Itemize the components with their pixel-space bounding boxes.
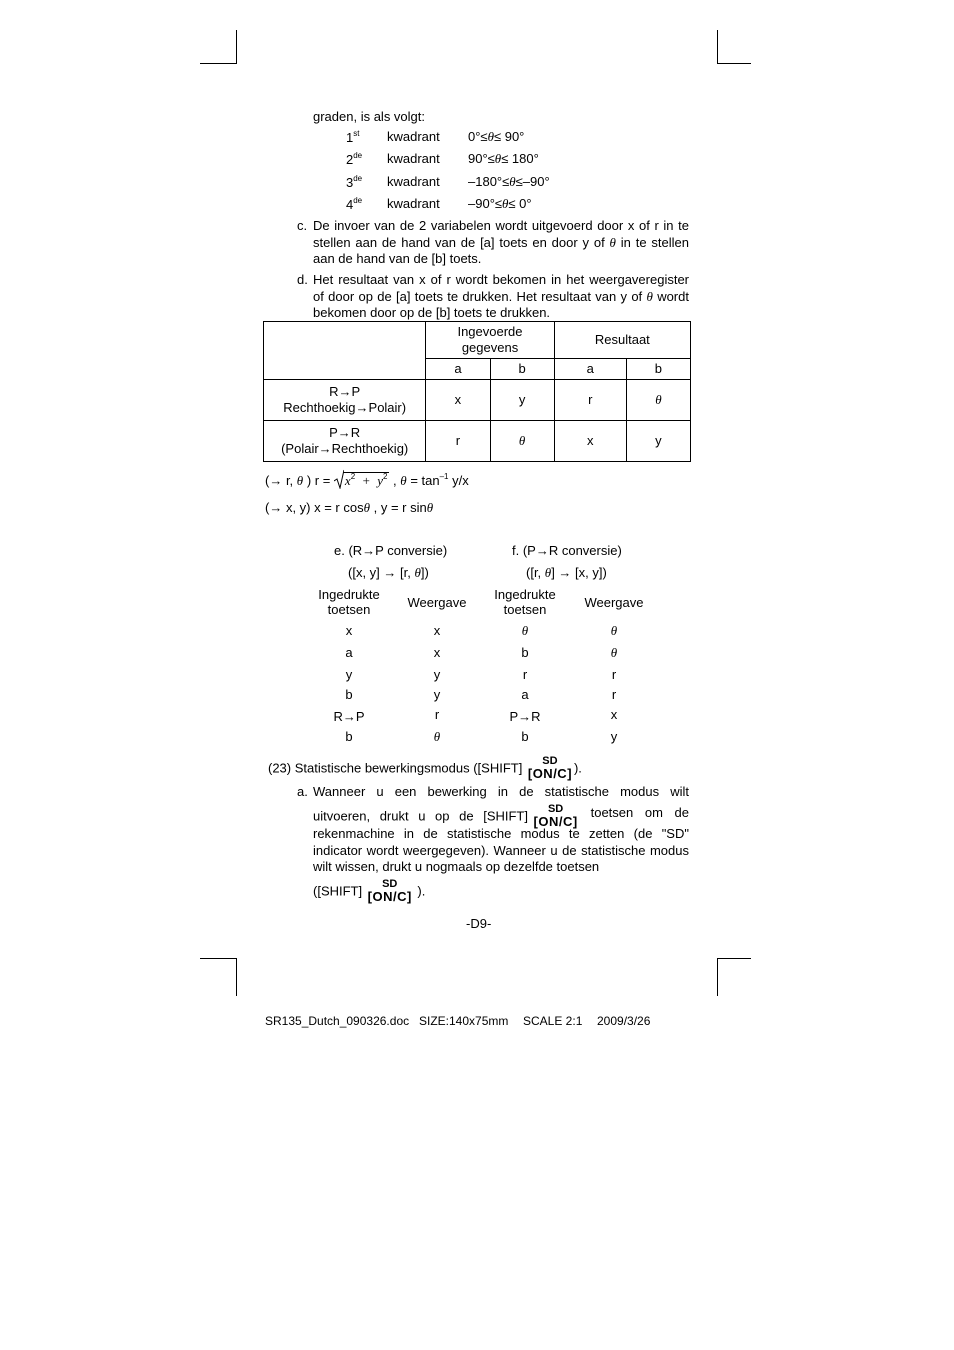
quadrant-row (346, 174, 646, 194)
conv-cell: θ (433, 729, 441, 744)
conv-cell: r (611, 667, 617, 682)
quadrant-number: 4 (346, 197, 354, 212)
conv-header: Weergave (407, 595, 467, 610)
range-start: –90°≤ (468, 196, 503, 211)
sd-onc-key: SD [ON/C] (367, 878, 412, 904)
crop-mark (200, 958, 236, 959)
table-cell: θ (626, 380, 690, 421)
conv-cell: R→P (333, 709, 365, 724)
theta-symbol: θ (509, 174, 516, 189)
sd-onc-key: SD [ON/C] (533, 803, 578, 829)
conv-cell: b (521, 729, 529, 744)
theta-symbol: θ (502, 196, 509, 211)
quadrant-number: 3 (346, 175, 354, 190)
crop-mark (717, 958, 718, 996)
conv-cell: a (521, 687, 529, 702)
subheader-cell: b (626, 359, 690, 380)
item-d-text: Het resultaat van x of r wordt bekomen in het weergaveregister of door op de [a] toets te drukken. Het resultaat van y of θ wordt bekomen door op de [b] toets te drukken. (313, 272, 689, 320)
section-23-heading: (23) Statistische bewerkingsmodus ([SHIFT] SD [ON/C] ). (268, 755, 582, 781)
theta-symbol: θ (544, 565, 552, 580)
theta-symbol: θ (494, 151, 502, 166)
theta-symbol: θ (426, 500, 434, 515)
crop-mark (200, 63, 236, 64)
quadrant-row (346, 196, 646, 216)
crop-mark (236, 30, 237, 64)
conv-cell: y (345, 667, 353, 682)
quadrant-suffix: st (353, 129, 360, 138)
conv-cell: b (345, 687, 353, 702)
table-cell: x (554, 421, 626, 462)
theta-symbol: θ (487, 129, 494, 144)
intro-text: graden, is als volgt: (313, 109, 426, 124)
range-end: ≤ 90° (493, 129, 525, 144)
item-c-text: De invoer van de 2 variabelen wordt uitgevoerd door x of r in te stellen aan de hand van de [a] toets en door y of θ in te stellen aan de hand van de [b] toets. (313, 218, 689, 266)
table-cell: θ (490, 421, 554, 462)
conv-e-title: e. (R→P conversie) (334, 543, 448, 558)
quadrant-number: 2 (346, 152, 354, 167)
conv-f-sub: ([r, θ] → [x, y]) (526, 565, 607, 580)
conv-cell: r (434, 707, 440, 722)
quadrant-number: 1 (346, 130, 354, 145)
conv-cell: r (522, 667, 528, 682)
crop-mark (717, 30, 718, 64)
footer-date: 2009/3/26 (597, 1014, 651, 1028)
crop-mark (717, 63, 751, 64)
footer-size: SIZE:140x75mm (419, 1014, 509, 1028)
conv-cell: y (433, 687, 441, 702)
conv-cell: x (345, 623, 353, 638)
range-start: 0°≤ (468, 129, 488, 144)
conv-cell: x (433, 645, 441, 660)
table-cell: r (554, 380, 626, 421)
item-a-marker: a. (297, 784, 308, 799)
page-number: -D9- (466, 916, 492, 931)
conv-header: Weergave (584, 595, 644, 610)
quadrant-label: kwadrant (387, 174, 440, 189)
conv-cell: θ (610, 645, 618, 660)
item-a-line-2: uitvoeren, drukt u op de [SHIFT] SD [ON/C] toetsen om de (313, 803, 689, 829)
range-end: ≤–90° (515, 174, 550, 189)
crop-mark (236, 958, 237, 996)
quadrant-label: kwadrant (387, 151, 440, 166)
item-c-marker: c. (297, 218, 308, 233)
conv-cell: x (610, 707, 618, 722)
conv-cell: θ (610, 623, 618, 638)
sqrt-expression: $x^2 + y^2$ (334, 472, 390, 489)
footer-file: SR135_Dutch_090326.doc (265, 1014, 410, 1028)
item-a-text: rekenmachine in de statistische modus te zetten (de "SD" indicator wordt weergegeven). Wanneer u de statistische modus wilt wissen, drukt u nogmaals op dezelfde toetsen (313, 826, 689, 874)
quadrant-row (346, 151, 646, 171)
item-a-line-1: Wanneer u een bewerking in de statistische modus wilt (313, 784, 689, 799)
subheader-cell: b (490, 359, 554, 380)
conv-cell: x (433, 623, 441, 638)
header-input: Ingevoerde gegevens (426, 322, 554, 359)
conv-cell: y (610, 729, 618, 744)
theta-symbol: θ (414, 565, 421, 580)
theta-symbol: θ (609, 234, 616, 250)
table-cell: y (626, 421, 690, 462)
header-result: Resultaat (554, 322, 690, 359)
quadrant-suffix: de (353, 174, 363, 183)
table-row (264, 380, 691, 421)
sqrt-sign-icon (334, 469, 344, 489)
subheader-cell: a (426, 359, 490, 380)
conv-cell: θ (521, 623, 529, 638)
theta-symbol: θ (400, 473, 407, 488)
quadrant-label: kwadrant (387, 129, 440, 144)
conv-cell: P→R (509, 709, 541, 724)
table-cell: r (426, 421, 490, 462)
table-header-row (264, 322, 691, 359)
row-label: P→R (Polair→Rechthoekig) (264, 421, 426, 462)
range-end: ≤ 0° (508, 196, 532, 211)
table-cell: x (426, 380, 490, 421)
crop-mark (717, 958, 751, 959)
quadrant-row (346, 129, 646, 149)
quadrant-suffix: de (353, 151, 363, 160)
formula-polar: (→ r, θ ) r = $x^2 + y^2$ , $\theta = \tan^{-1} y/x$ (265, 472, 469, 489)
table-corner-cell (264, 322, 426, 380)
formula-rect: (→ x, y) x = r cosθ , y = r sinθ (265, 500, 434, 515)
conv-header: Ingedrukte toetsen (494, 587, 556, 617)
table-row (264, 421, 691, 462)
conv-cell: y (433, 667, 441, 682)
subheader-cell: a (554, 359, 626, 380)
conv-cell: a (345, 645, 353, 660)
theta-symbol: θ (296, 473, 304, 488)
conv-cell: b (345, 729, 353, 744)
table-cell: y (490, 380, 554, 421)
footer-scale: SCALE 2:1 (523, 1014, 583, 1028)
quadrant-suffix: de (353, 196, 363, 205)
range-start: 90°≤ (468, 151, 495, 166)
conversion-table (263, 321, 691, 462)
item-a-last-line: ([SHIFT] SD [ON/C] ). (313, 878, 426, 904)
sd-onc-key: SD [ON/C] (527, 755, 573, 781)
conv-header: Ingedrukte toetsen (318, 587, 380, 617)
conv-cell: r (611, 687, 617, 702)
row-label: R→P Rechthoekig→Polair) (264, 380, 426, 421)
theta-symbol: θ (363, 500, 370, 515)
conv-f-title: f. (P→R conversie) (512, 543, 622, 558)
item-d-marker: d. (297, 272, 308, 287)
theta-symbol: θ (646, 288, 653, 304)
conv-cell: b (521, 645, 529, 660)
range-start: –180°≤ (468, 174, 510, 189)
conv-e-sub: ([x, y] → [r, θ]) (348, 565, 429, 580)
range-end: ≤ 180° (501, 151, 539, 166)
quadrant-label: kwadrant (387, 196, 440, 211)
